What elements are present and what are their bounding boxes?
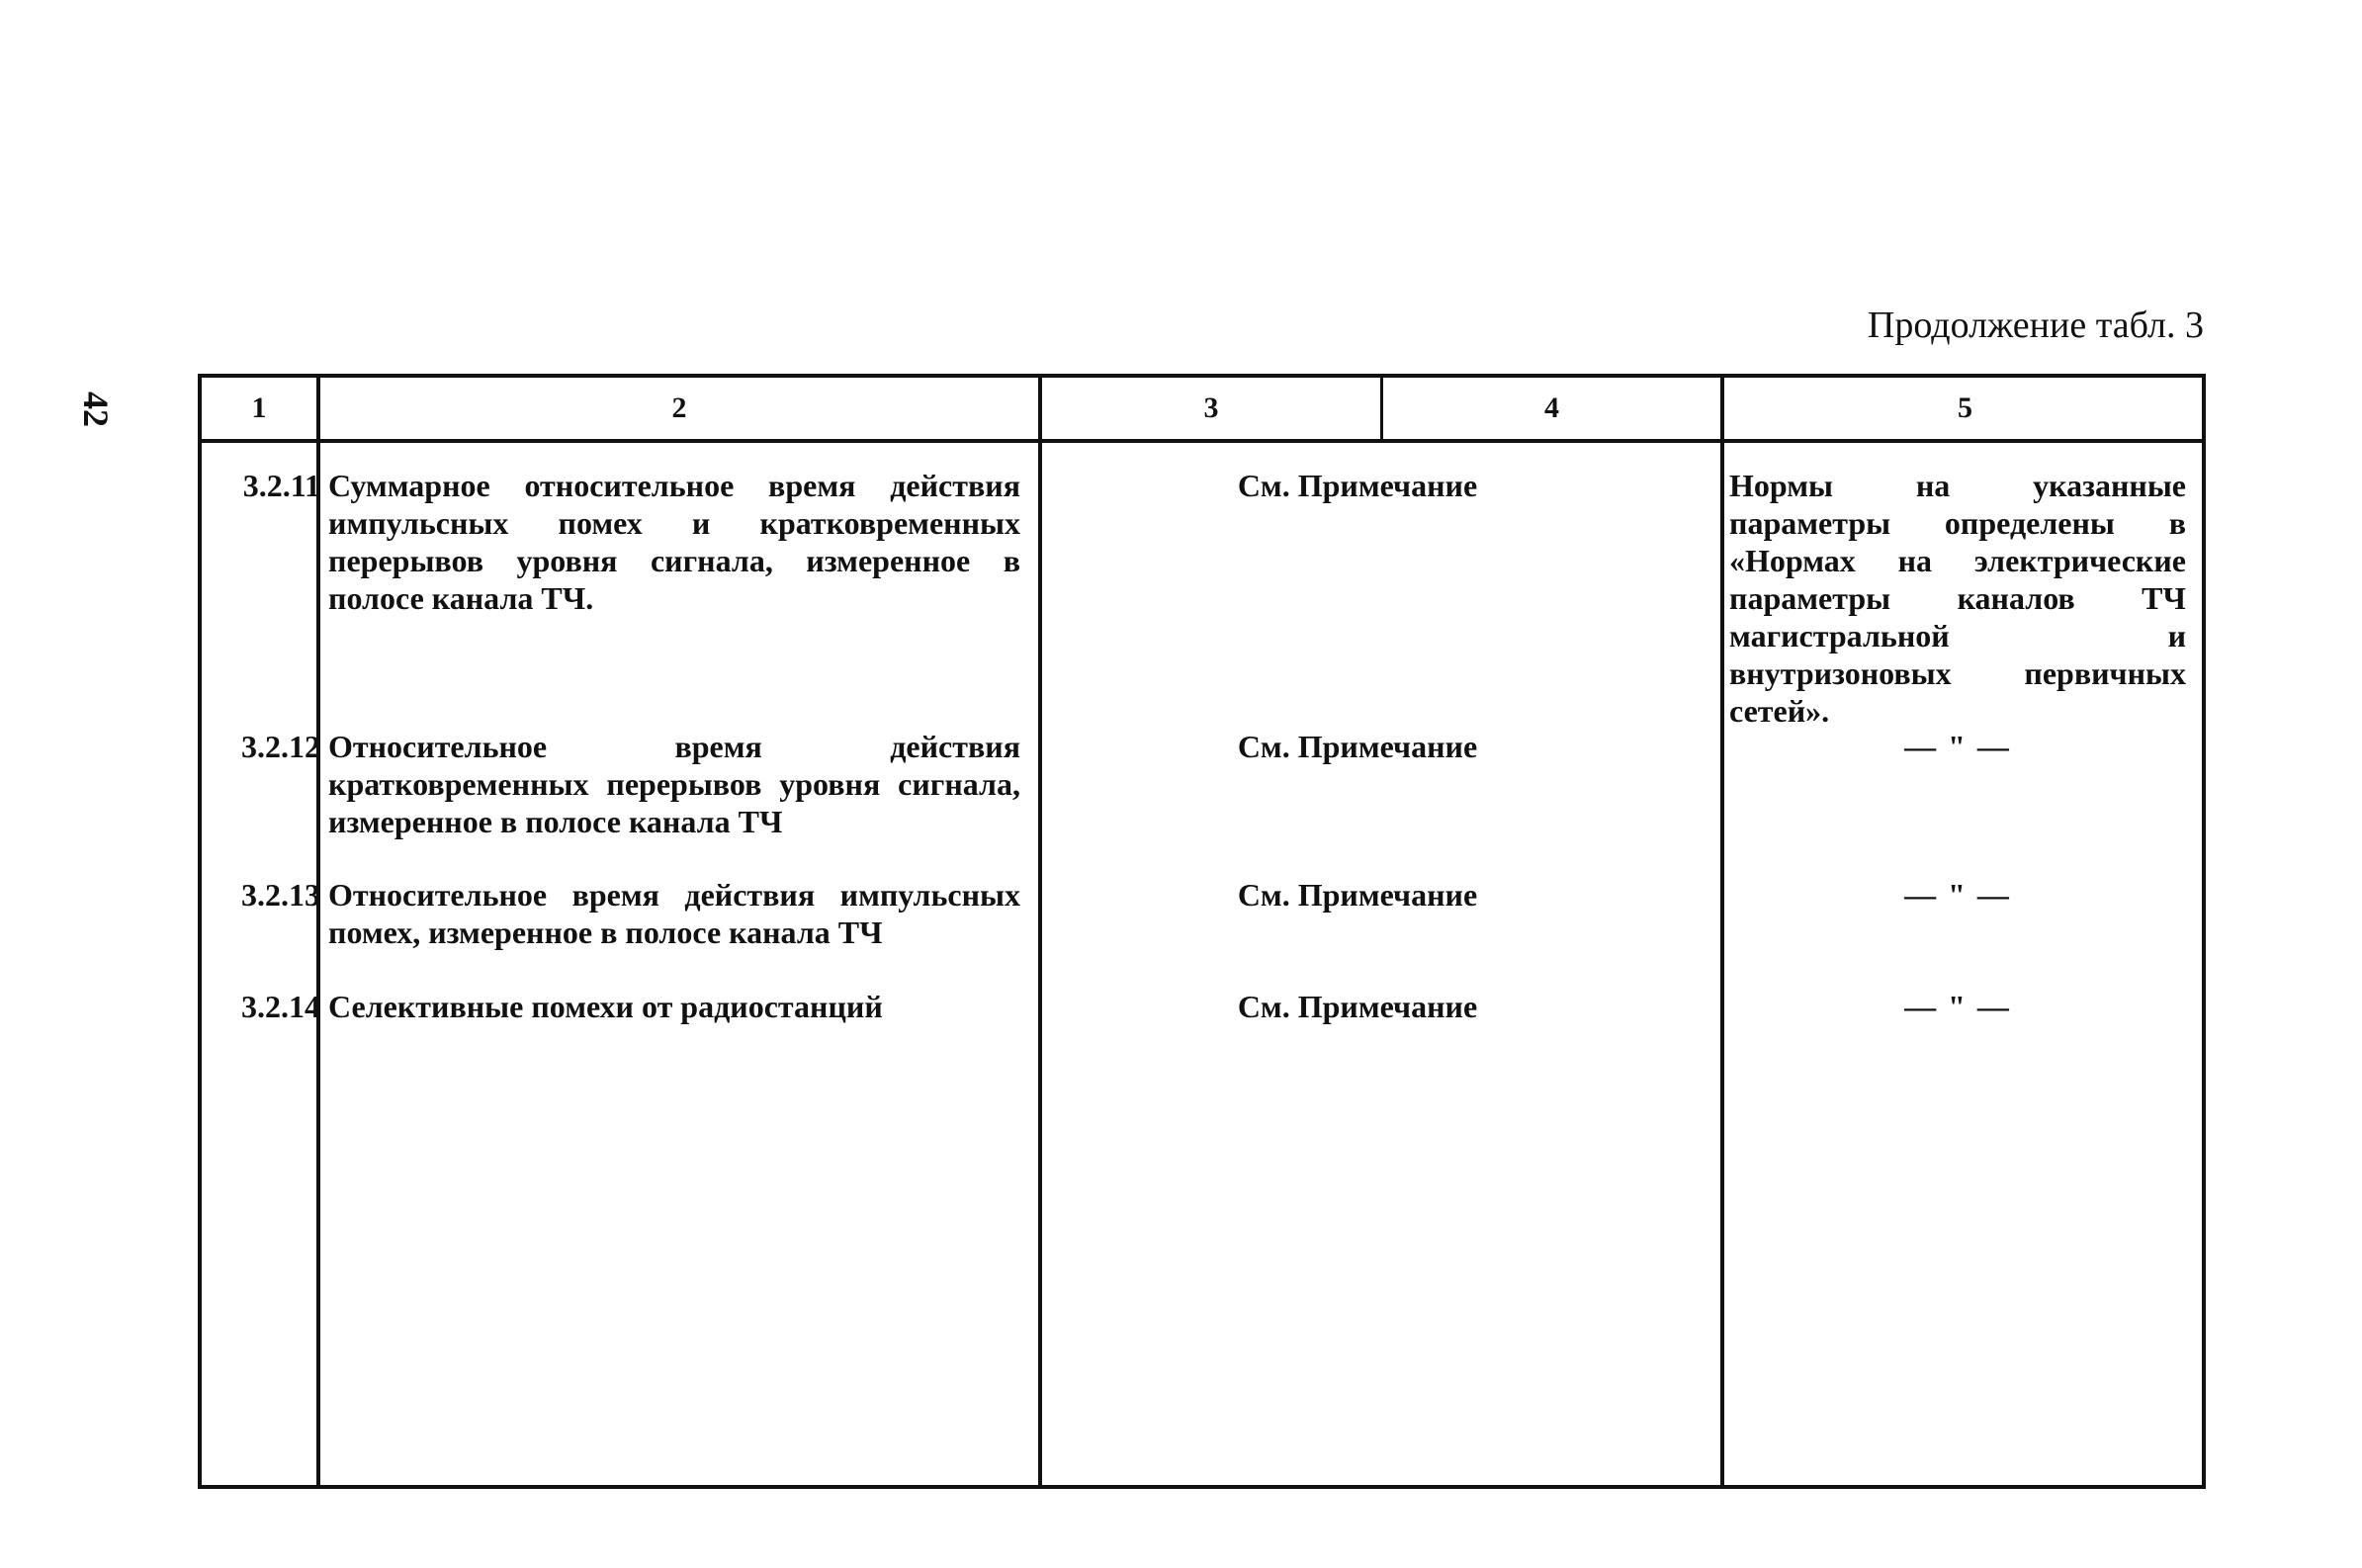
- ditto-mark: — " —: [1904, 877, 2011, 913]
- parameter-description: Селективные помехи от радиостанций: [328, 989, 883, 1024]
- column-divider-4: [1720, 378, 1724, 1485]
- page-number: 42: [76, 392, 116, 427]
- table-caption: Продолжение табл. 3: [1867, 305, 2204, 346]
- row-number: 3.2.12: [241, 729, 320, 764]
- header-divider: [202, 439, 2202, 443]
- row-number: 3.2.14: [241, 989, 320, 1024]
- note-reference: См. Примечание: [1237, 989, 1478, 1024]
- row-number: 3.2.11: [242, 468, 320, 503]
- column-header-1: 1: [251, 392, 267, 424]
- note-reference: См. Примечание: [1237, 877, 1478, 913]
- note-reference: См. Примечание: [1237, 729, 1478, 764]
- note-reference: См. Примечание: [1237, 468, 1478, 503]
- column-header-5: 5: [1958, 392, 1972, 424]
- parameter-description: Относительное время действия импульсных помех, измеренное в полосе канала ТЧ: [328, 877, 1020, 950]
- column-divider-1: [316, 378, 320, 1485]
- parameter-description: Относительное время действия кратковременных перерывов уровня сигнала, измеренное в полосе канала ТЧ: [328, 729, 1020, 839]
- norm-reference: Нормы на указанные параметры определены в «Нормах на электрические параметры каналов ТЧ магистральной и внутризоновых первичных сетей».: [1729, 468, 2186, 729]
- row-number: 3.2.13: [241, 877, 320, 913]
- parameters-table: [198, 374, 2206, 1489]
- column-header-4: 4: [1544, 392, 1559, 424]
- column-header-3: 3: [1203, 392, 1219, 424]
- column-header-2: 2: [671, 392, 687, 424]
- parameter-description: Суммарное относительное время действия импульсных помех и кратковременных перерывов уровня сигнала, измеренное в полосе канала ТЧ.: [328, 468, 1020, 616]
- ditto-mark: — " —: [1904, 729, 2011, 764]
- column-divider-2: [1038, 378, 1042, 1485]
- ditto-mark: — " —: [1904, 989, 2011, 1024]
